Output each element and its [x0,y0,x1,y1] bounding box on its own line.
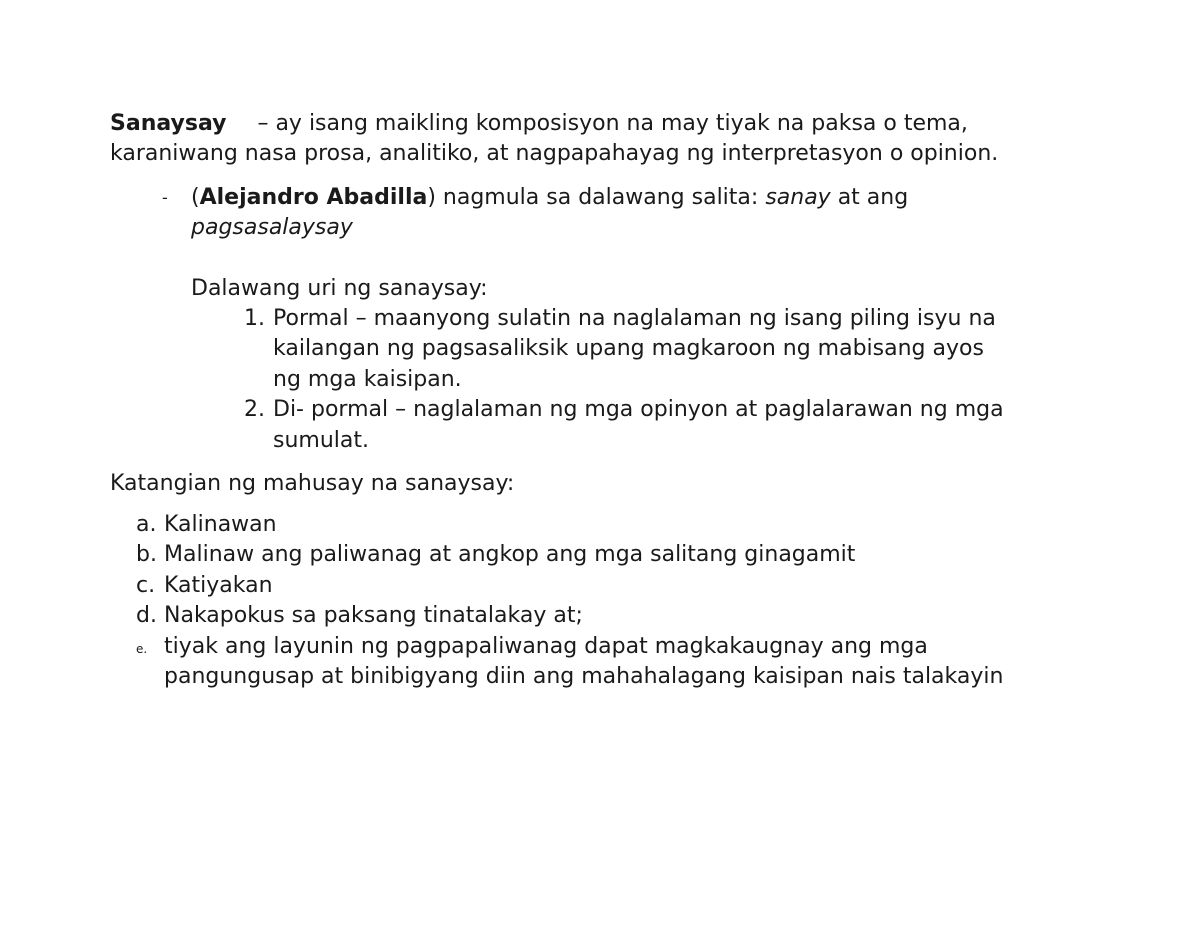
char-item-e-line-1: tiyak ang layunin ng pagpapaliwanag dapat magkakaugnay ang mga [164,634,928,659]
char-item-e-line-2: pangungusap at binibigyang diin ang mahahalagang kaisipan nais talakayin [164,664,1004,689]
origin-word-2: pagsasalaysay [191,215,353,240]
char-item-c: Katiyakan [164,573,273,598]
types-item-2-line-1: Di- pormal – naglalaman ng mga opinyon at paglalarawan ng mga [273,397,1004,422]
types-item-2-marker: 2. [244,397,265,422]
char-item-a: Kalinawan [164,512,277,537]
origin-connector: at ang [830,185,909,210]
types-item-1-line-2: kailangan ng pagsasaliksik upang magkaroon ng mabisang ayos [273,336,984,361]
origin-word-1: sanay [765,185,831,210]
origin-line-1 [191,183,908,213]
definition-text: – ay isang maikling komposisyon na may tiyak na paksa o tema, [250,111,968,136]
char-item-c-marker: c. [136,573,156,598]
char-item-a-marker: a. [136,512,157,537]
char-item-d-marker: d. [136,603,157,628]
definition-line-2: karaniwang nasa prosa, analitiko, at nagpapahayag ng interpretasyon o opinion. [110,141,999,166]
origin-open-paren: ( [191,185,200,210]
definition-line-1 [110,109,968,139]
char-item-e-marker: e. [136,642,148,656]
types-item-1-marker: 1. [244,306,265,331]
char-item-b-marker: b. [136,542,157,567]
definition-term: Sanaysay [110,111,227,136]
origin-bullet: - [162,188,168,207]
origin-text: ) nagmula sa dalawang salita: [427,185,766,210]
origin-author: Alejandro Abadilla [199,185,428,210]
types-item-2-line-2: sumulat. [273,428,369,453]
types-item-1-line-3: ng mga kaisipan. [273,367,462,392]
char-item-d: Nakapokus sa paksang tinatalakay at; [164,603,583,628]
types-item-1-line-1: Pormal – maanyong sulatin na naglalaman ng isang piling isyu na [273,306,996,331]
characteristics-heading: Katangian ng mahusay na sanaysay: [110,471,515,496]
types-heading: Dalawang uri ng sanaysay: [191,276,488,301]
char-item-b: Malinaw ang paliwanag at angkop ang mga salitang ginagamit [164,542,856,567]
